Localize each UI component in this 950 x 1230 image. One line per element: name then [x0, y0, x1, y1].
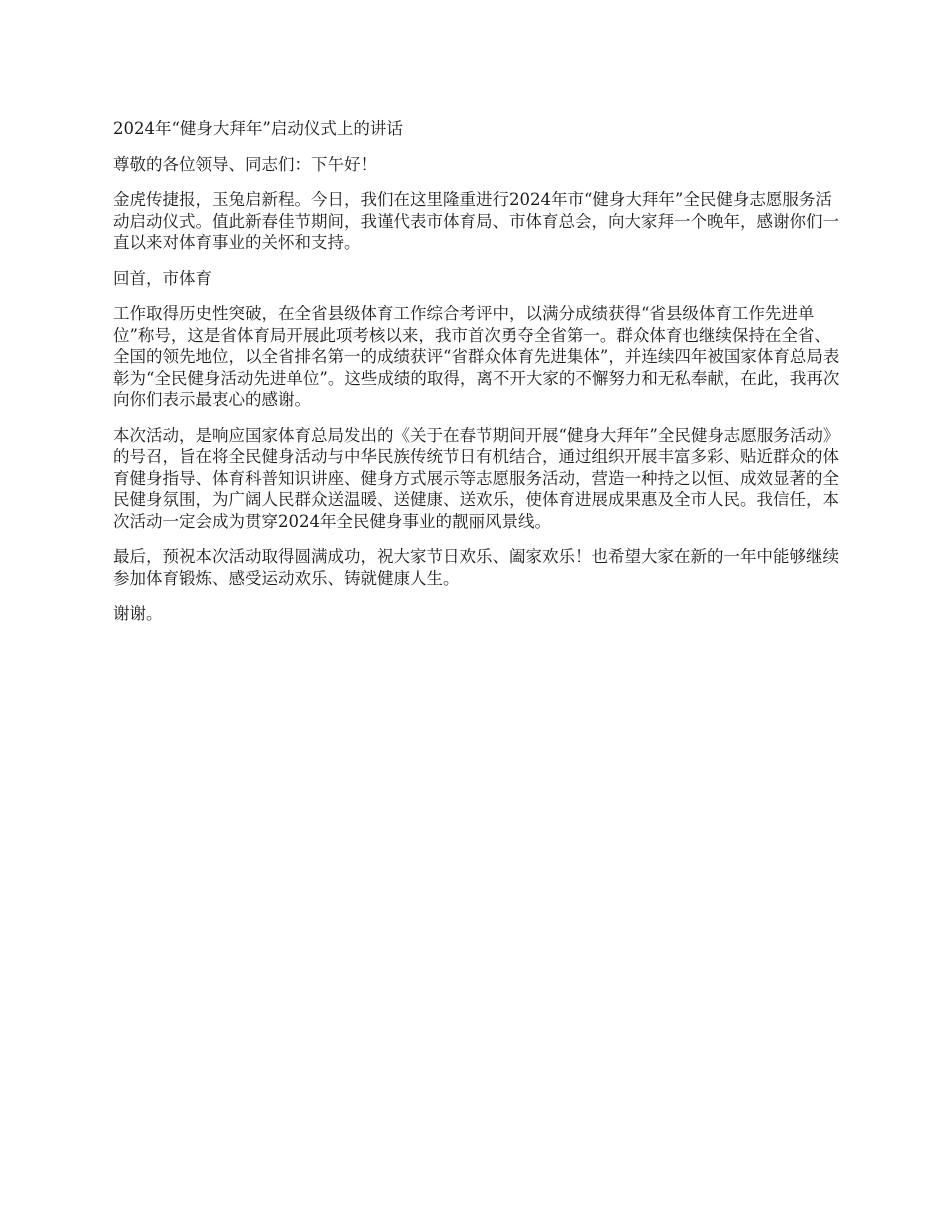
- thanks-paragraph: 谢谢。: [113, 604, 163, 623]
- review-heading-paragraph: 回首，市体育: [113, 268, 212, 288]
- greeting-paragraph: 尊敬的各位领导、同志们：下午好！: [113, 154, 377, 174]
- activity-purpose-paragraph: 本次活动，是响应国家体育总局发出的《关于在春节期间开展“健身大拜年”全民健身志愿服务活动》的号召，旨在将全民健身活动与中华民族传统节日有机结合，通过组织开展丰富多彩、贴近群众的体育健身指导、体育科普知识讲座、健身方式展示等志愿服务活动，营造一种持之以恒、成效显著的全民健身氛围，为广阔人民群众送温暖、送健康、送欢乐，使体育进展成果惠及全市人民。我信任，本次活动一定会成为贯穿2024年全民健身事业的靓丽风景线。: [113, 425, 840, 531]
- document-body: [113, 118, 845, 639]
- achievements-paragraph: 工作取得历史性突破，在全省县级体育工作综合考评中，以满分成绩获得“省县级体育工作先进单位”称号，这是省体育局开展此项考核以来，我市首次勇夺全省第一。群众体育也继续保持在全省、全国的领先地位，以全省排名第一的成绩获评“省群众体育先进集体”，并连续四年被国家体育总局表彰为“全民健身活动先进单位”。这些成绩的取得，离不开大家的不懈努力和无私奉献，在此，我再次向你们表示最衷心的感谢。: [113, 304, 840, 409]
- closing-wishes-paragraph: 最后，预祝本次活动取得圆满成功，祝大家节日欢乐、阖家欢乐！也希望大家在新的一年中能够继续参加体育锻炼、感受运动欢乐、铸就健康人生。: [113, 547, 839, 588]
- opening-paragraph: 金虎传捷报，玉兔启新程。今日，我们在这里隆重进行2024年市“健身大拜年”全民健身志愿服务活动启动仪式。值此新春佳节期间，我谨代表市体育局、市体育总会，向大家拜一个晚年，感谢你们一直以来对体育事业的关怀和支持。: [113, 190, 839, 252]
- document-title: 2024年“健身大拜年”启动仪式上的讲话: [113, 119, 403, 138]
